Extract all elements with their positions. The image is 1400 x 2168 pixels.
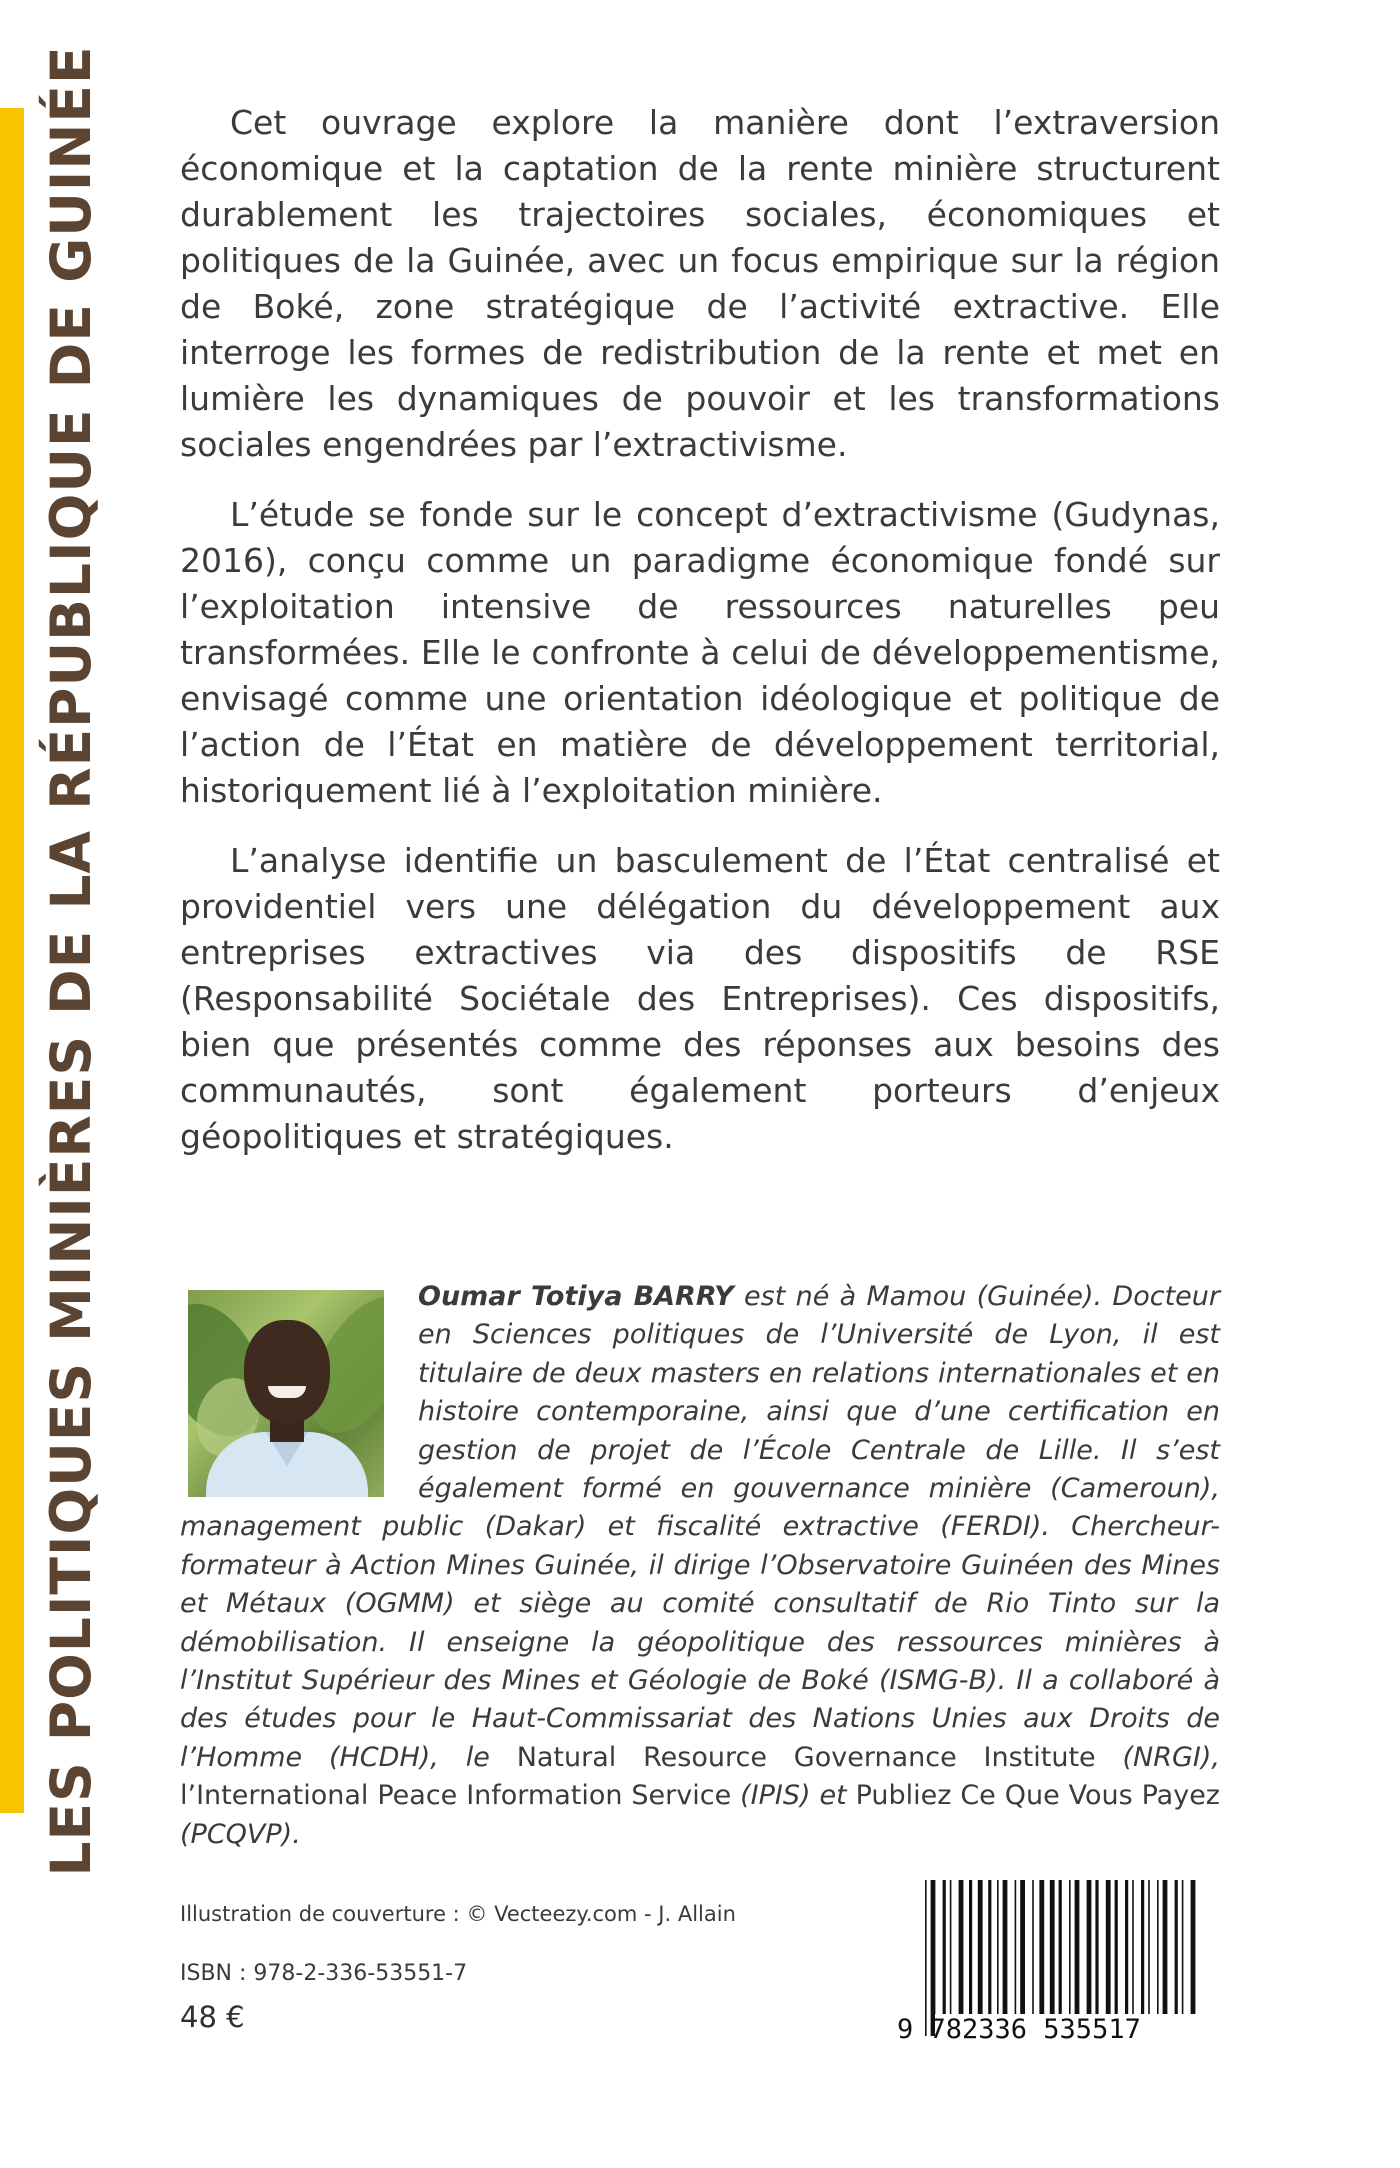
barcode-bar (1059, 1880, 1062, 2036)
org-pcqvp: Publiez Ce Que Vous Payez (855, 1780, 1220, 1812)
barcode (895, 1878, 1215, 2043)
barcode-bar (1141, 1880, 1144, 2036)
barcode-bar (1032, 1880, 1034, 2036)
abbr-pcqvp: (PCQVP). (180, 1818, 301, 1850)
barcode-bar (959, 1880, 964, 2036)
barcode-bar (1182, 1880, 1184, 2036)
barcode-bar (1163, 1880, 1168, 2036)
article-l: l’ (180, 1780, 197, 1812)
barcode-bar (950, 1880, 952, 2036)
barcode-bar (1075, 1880, 1080, 2036)
barcode-bar (1125, 1880, 1128, 2036)
barcode-bar (1087, 1880, 1092, 2036)
barcode-bar (1191, 1880, 1196, 2036)
barcode-bar (1157, 1880, 1159, 2036)
barcode-bar (1015, 1880, 1017, 2036)
barcode-bar (1039, 1880, 1044, 2036)
summary-paragraph-1: Cet ouvrage explore la manière dont l’extraversion économique et la captation de la rente minière structurent durablement les trajectoires sociales, économiques et politiques de la Guinée, avec un focus empirique sur la région de Boké, zone stratégique de l’activité extractive. Elle interroge les formes de redistribution de la rente et met en lumière les dynamiques de pouvoir et les transformations sociales engendrées par l’extractivisme. (180, 103, 1220, 464)
spine-color-band (0, 108, 24, 1813)
author-bio-text: est né à Mamou (Guinée). Docteur en Sciences politiques de l’Université de Lyon, il est titulaire de deux masters en relations internationales et en histoire contemporaine, ainsi que d’une certification en gestion de projet de l’École Centrale de Lille. Il s’est également formé en gouvernance minière (Cameroun), management public (Dakar) et fiscalité extractive (FERDI). Chercheur-formateur à Action Mines Guinée, il dirige l’Observatoire Guinéen des Mines et Métaux (OGMM) et siège au comité consultatif de Rio Tinto sur la démobilisation. Il enseigne la géopolitique des ressources minières à l’Institut Supérieur des Mines et Géologie de Boké (ISMG-B). Il a collaboré à des études pour le Haut-Commissariat des Nations Unies aux Droits de l’Homme (HCDH), (180, 1281, 1221, 1773)
author-bio (180, 1278, 1220, 1854)
barcode-bar (1115, 1880, 1118, 2036)
barcode-bar (931, 1880, 936, 2036)
spine-title-area (39, 44, 103, 1877)
barcode-bar (925, 1880, 927, 2036)
summary (180, 100, 1220, 1184)
barcode-bar (1148, 1880, 1150, 2036)
barcode-bar (1175, 1880, 1178, 2036)
barcode-bar (943, 1880, 946, 2036)
barcode-bar (1050, 1880, 1055, 2036)
barcode-bar (1069, 1880, 1071, 2036)
barcode-bar (1020, 1880, 1025, 2036)
abbr-ipis: (IPIS) et (731, 1780, 856, 1812)
barcode-bar (978, 1880, 983, 2036)
barcode-bar (1132, 1880, 1134, 2036)
barcode-bar (1003, 1880, 1008, 2036)
author-bio-le: le (465, 1741, 517, 1773)
abbr-nrgi: (NRGI), (1095, 1741, 1220, 1773)
summary-paragraph-3: L’analyse identifie un basculement de l’État centralisé et providentiel vers une délégation du développement aux entreprises extractives via des dispositifs de RSE (Responsabilité Sociétale des Entreprises). Ces dispositifs, bien que présentés comme des réponses aux besoins des communautés, sont également porteurs d’enjeux géopolitiques et stratégiques. (180, 841, 1220, 1156)
author-name: Oumar Totiya BARRY (418, 1281, 734, 1312)
barcode-bars (925, 1880, 1195, 2036)
isbn: ISBN : 978-2-336-53551-7 (180, 1961, 468, 1986)
summary-paragraph-2: L’étude se fonde sur le concept d’extractivisme (Gudynas, 2016), conçu comme un paradigme économique fondé sur l’exploitation intensive de ressources naturelles peu transformées. Elle le confronte à celui de développementisme, envisagé comme une orientation idéologique et politique de l’action de l’État en matière de développement territorial, historiquement lié à l’exploitation minière. (180, 495, 1220, 810)
spine-title: LES POLITIQUES MINIÈRES DE LA RÉPUBLIQUE DE GUINÉE (39, 44, 103, 1877)
barcode-bar (1095, 1880, 1098, 2036)
org-nrgi: Natural Resource Governance Institute (516, 1741, 1096, 1773)
barcode-bar (988, 1880, 991, 2036)
barcode-digits: 9 782336 535517 (897, 2014, 1141, 2043)
author-photo (188, 1290, 384, 1497)
price: 48 € (180, 2000, 245, 2034)
cover-credit: Illustration de couverture : © Vecteezy.com - J. Allain (180, 1902, 736, 1926)
barcode-bar (1106, 1880, 1111, 2036)
barcode-bar (969, 1880, 972, 2036)
barcode-bar (997, 1880, 999, 2036)
org-ipis: International Peace Information Service (196, 1780, 732, 1812)
